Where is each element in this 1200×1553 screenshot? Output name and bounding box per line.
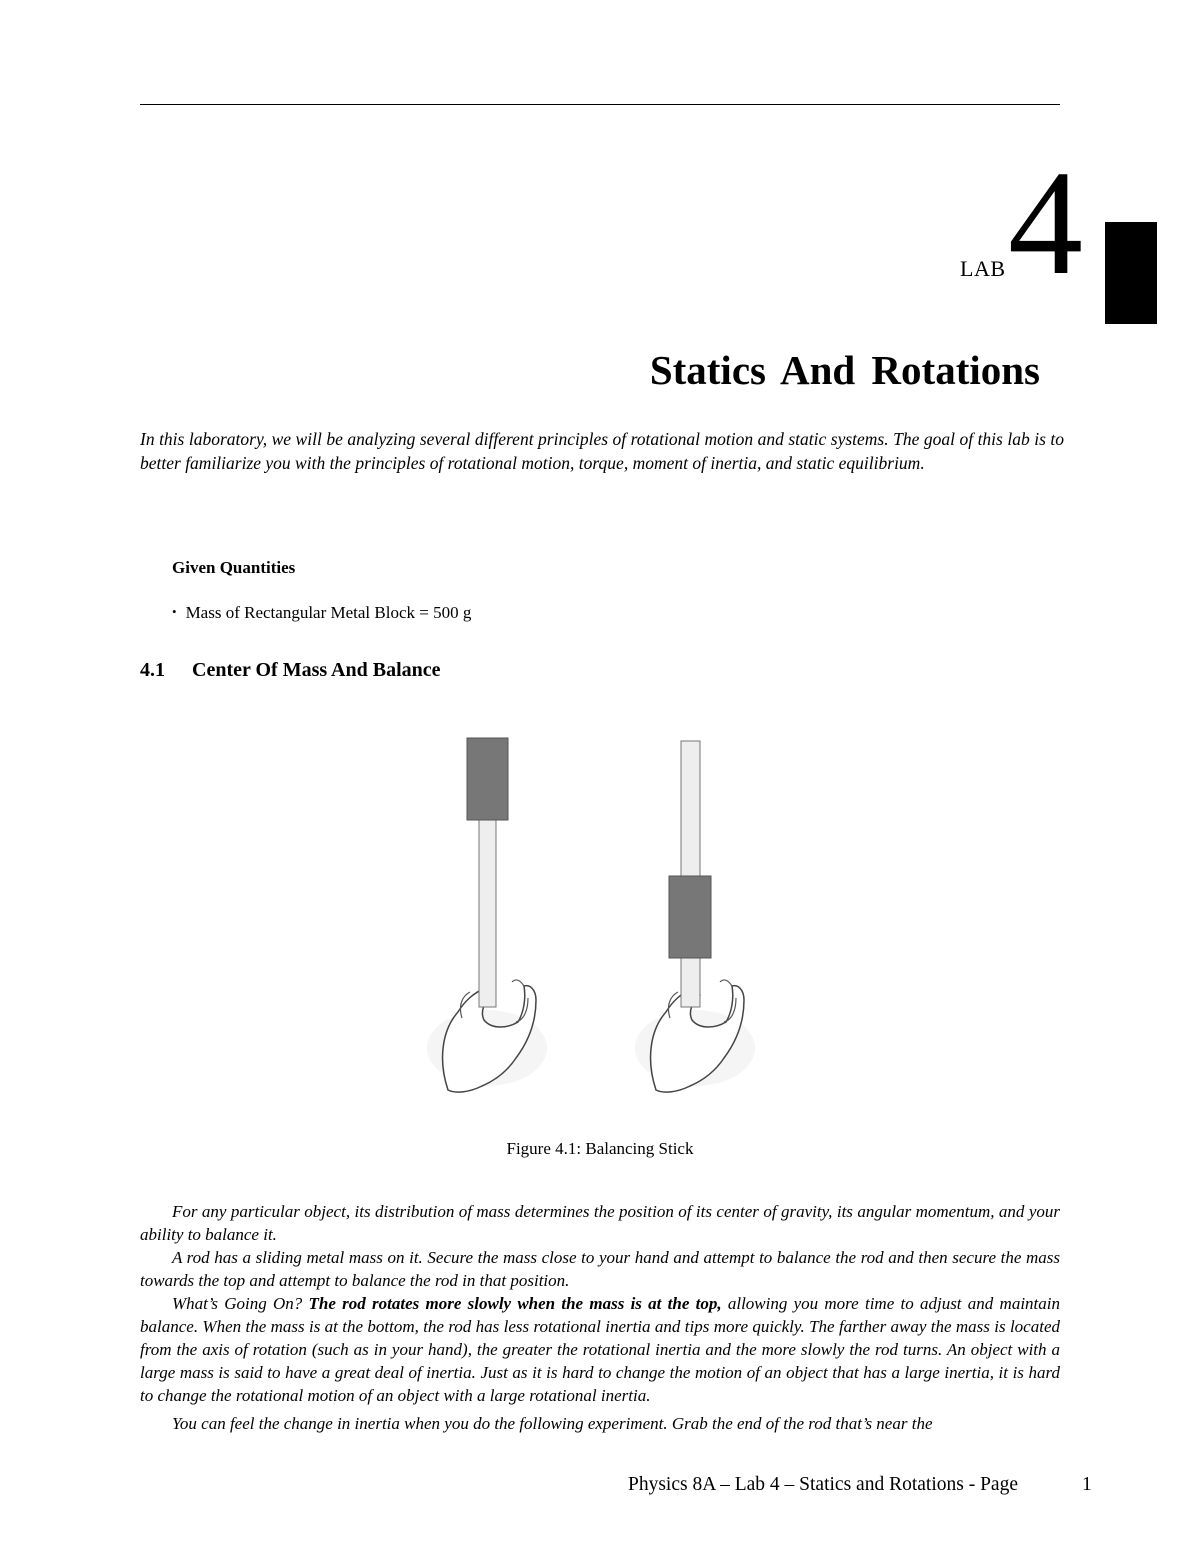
section-number: 4.1 <box>140 659 165 681</box>
chapter-tab-marker <box>1105 222 1157 324</box>
paragraph-lead: What’s Going On? <box>172 1294 309 1313</box>
list-item: • Mass of Rectangular Metal Block = 500 g <box>172 603 471 623</box>
rod <box>479 819 496 1007</box>
header-rule <box>140 104 1060 105</box>
paragraph: For any particular object, its distribution of mass determines the position of its center of gravity, its angular momentum, and your ability to balance it. <box>140 1202 1060 1244</box>
page-title: Statics And Rotations <box>649 347 1040 393</box>
emphasis-text: The rod rotates more slowly when the mass is at the top, <box>308 1294 722 1313</box>
paragraph: A rod has a sliding metal mass on it. Secure the mass close to your hand and attempt to balance the rod and then secure the mass towards the top and attempt to balance the rod in that position. <box>140 1248 1060 1290</box>
given-quantities-list <box>172 603 471 623</box>
intro-paragraph: In this laboratory, we will be analyzing several different principles of rotational motion and static systems. The goal of this lab is to better familiarize you with the principles of rotational motion, torque, moment of inertia, and static equilibrium. <box>140 429 1064 473</box>
given-quantities-heading: Given Quantities <box>172 558 296 577</box>
lab-label: LAB <box>960 256 1006 281</box>
page-number: 1 <box>1082 1474 1092 1495</box>
stick-mass-bottom <box>635 741 755 1092</box>
balancing-stick-figure <box>420 730 780 1110</box>
section-title: Center Of Mass And Balance <box>192 659 441 681</box>
stick-mass-top <box>427 738 547 1092</box>
body-text <box>140 1200 1060 1435</box>
paragraph-rest: allowing you more time to adjust and maintain balance. When the mass is at the bottom, the rod has less rotational inertia and tips more quickly. The farther away the mass is located from the axis of rotation (such as in your hand), the greater the rotational inertia and the more slowly the rod turns. An object with a large mass is said to have a great deal of inertia. Just as it is hard to change the motion of an object that has a large inertia, it is hard to change the rotational motion of an object with a large rotational inertia. <box>140 1294 1060 1405</box>
page-footer: Physics 8A – Lab 4 – Statics and Rotations - Page <box>628 1474 1018 1495</box>
paragraph: You can feel the change in inertia when you do the following experiment. Grab the end of the rod that’s near the <box>172 1414 933 1433</box>
mass-block <box>467 738 508 820</box>
figure-caption: Figure 4.1: Balancing Stick <box>506 1139 694 1158</box>
mass-block <box>669 876 711 958</box>
paragraph <box>140 1292 1060 1407</box>
lab-number: 4 <box>1008 140 1083 306</box>
rod <box>681 741 700 1007</box>
